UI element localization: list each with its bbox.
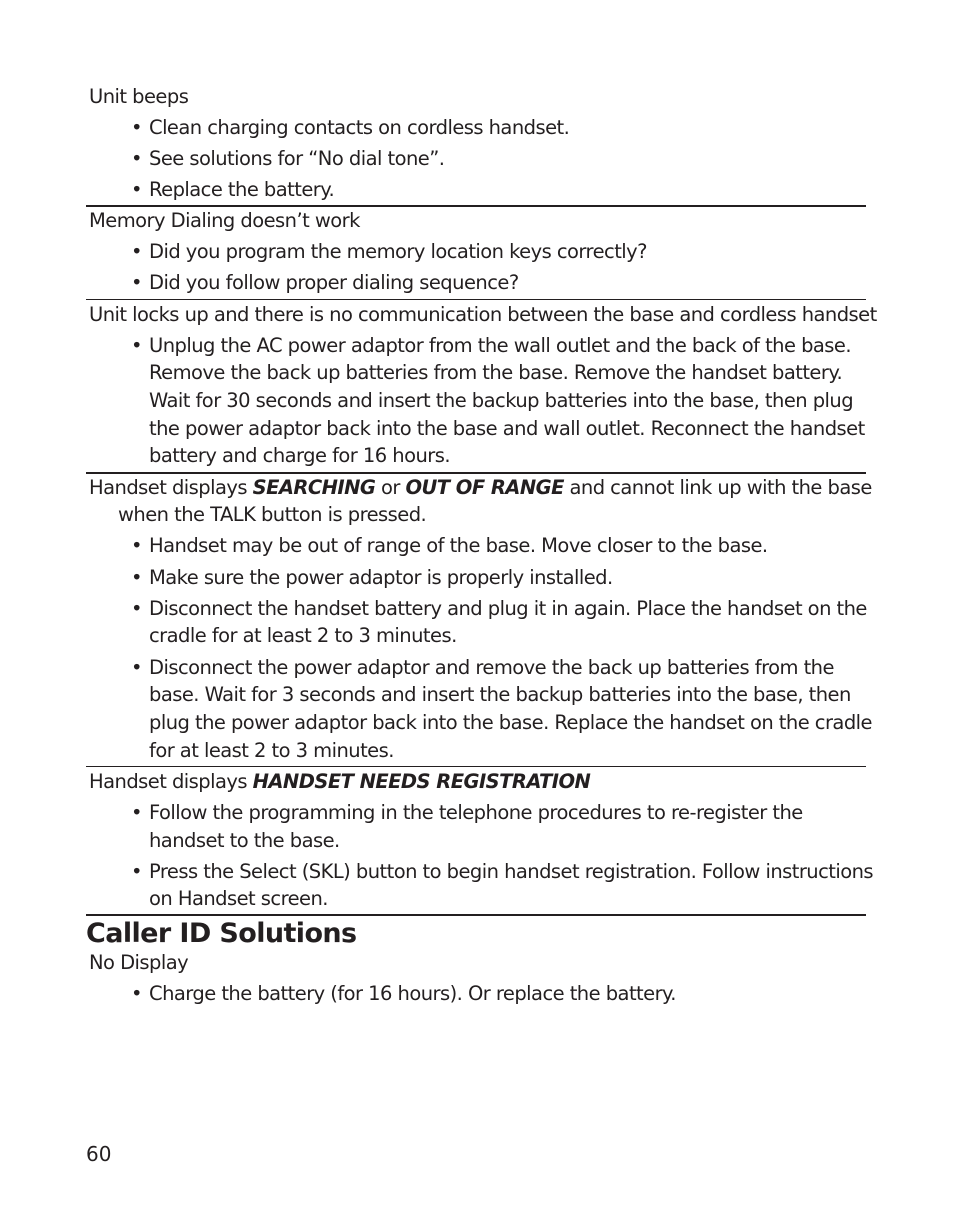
bullet-icon: • xyxy=(131,860,143,883)
solution-item-line: cradle for at least 2 to 3 minutes. xyxy=(149,624,457,647)
problem-heading-searching xyxy=(89,474,872,502)
bullet-icon: • xyxy=(131,271,143,294)
section-divider xyxy=(86,299,866,300)
solution-item: Replace the battery. xyxy=(149,178,335,201)
solution-item: Handset may be out of range of the base. Move closer to the base. xyxy=(149,534,768,557)
section-title-caller-id: Caller ID Solutions xyxy=(86,918,357,949)
solution-item-line: Disconnect the handset battery and plug it in again. Place the handset on the xyxy=(149,597,867,620)
solution-item: Clean charging contacts on cordless handset. xyxy=(149,116,570,139)
problem-heading-no-display: No Display xyxy=(89,951,189,974)
solution-item: See solutions for “No dial tone”. xyxy=(149,147,445,170)
problem-heading-registration xyxy=(89,768,590,796)
heading-text: Handset displays xyxy=(89,770,253,793)
bullet-icon: • xyxy=(131,801,143,824)
solution-item-line: Remove the back up batteries from the base. Remove the handset battery. xyxy=(149,361,843,384)
problem-heading-unit-locks: Unit locks up and there is no communication between the base and cordless handset xyxy=(89,303,877,326)
bullet-icon: • xyxy=(131,116,143,139)
solution-item-line: the power adaptor back into the base and wall outlet. Reconnect the handset xyxy=(149,417,865,440)
solution-item-line: on Handset screen. xyxy=(149,887,328,910)
solution-item: Did you program the memory location keys correctly? xyxy=(149,240,647,263)
display-message: OUT OF RANGE xyxy=(405,476,564,499)
solution-item: Charge the battery (for 16 hours). Or replace the battery. xyxy=(149,982,676,1005)
problem-heading-continuation: when the TALK button is pressed. xyxy=(118,503,427,526)
bullet-icon: • xyxy=(131,566,143,589)
solution-item-line: battery and charge for 16 hours. xyxy=(149,444,450,467)
page-number: 60 xyxy=(86,1142,112,1166)
bullet-icon: • xyxy=(131,597,143,620)
problem-heading-unit-beeps: Unit beeps xyxy=(89,85,189,108)
solution-item-line: Disconnect the power adaptor and remove the back up batteries from the xyxy=(149,656,834,679)
solution-item-line: handset to the base. xyxy=(149,829,340,852)
solution-item-line: plug the power adaptor back into the base. Replace the handset on the cradle xyxy=(149,711,872,734)
heading-text: and cannot link up with the base xyxy=(563,476,872,499)
display-message: HANDSET NEEDS REGISTRATION xyxy=(252,770,591,793)
heading-text: Handset displays xyxy=(89,476,253,499)
section-divider xyxy=(86,766,866,767)
solution-item-line: Wait for 30 seconds and insert the backup batteries into the base, then plug xyxy=(149,389,854,412)
bullet-icon: • xyxy=(131,656,143,679)
solution-item-line: base. Wait for 3 seconds and insert the backup batteries into the base, then xyxy=(149,683,851,706)
solution-item-line: Follow the programming in the telephone procedures to re-register the xyxy=(149,801,803,824)
display-message: SEARCHING xyxy=(252,476,376,499)
solution-item-line: for at least 2 to 3 minutes. xyxy=(149,739,394,762)
solution-item-line: Press the Select (SKL) button to begin handset registration. Follow instructions xyxy=(149,860,874,883)
solution-item-line: Unplug the AC power adaptor from the wall outlet and the back of the base. xyxy=(149,334,851,357)
problem-heading-memory-dialing: Memory Dialing doesn’t work xyxy=(89,209,360,232)
bullet-icon: • xyxy=(131,982,143,1005)
bullet-icon: • xyxy=(131,147,143,170)
solution-item: Did you follow proper dialing sequence? xyxy=(149,271,519,294)
solution-item: Make sure the power adaptor is properly installed. xyxy=(149,566,613,589)
bullet-icon: • xyxy=(131,334,143,357)
bullet-icon: • xyxy=(131,240,143,263)
bullet-icon: • xyxy=(131,178,143,201)
heading-text: or xyxy=(375,476,406,499)
bullet-icon: • xyxy=(131,534,143,557)
